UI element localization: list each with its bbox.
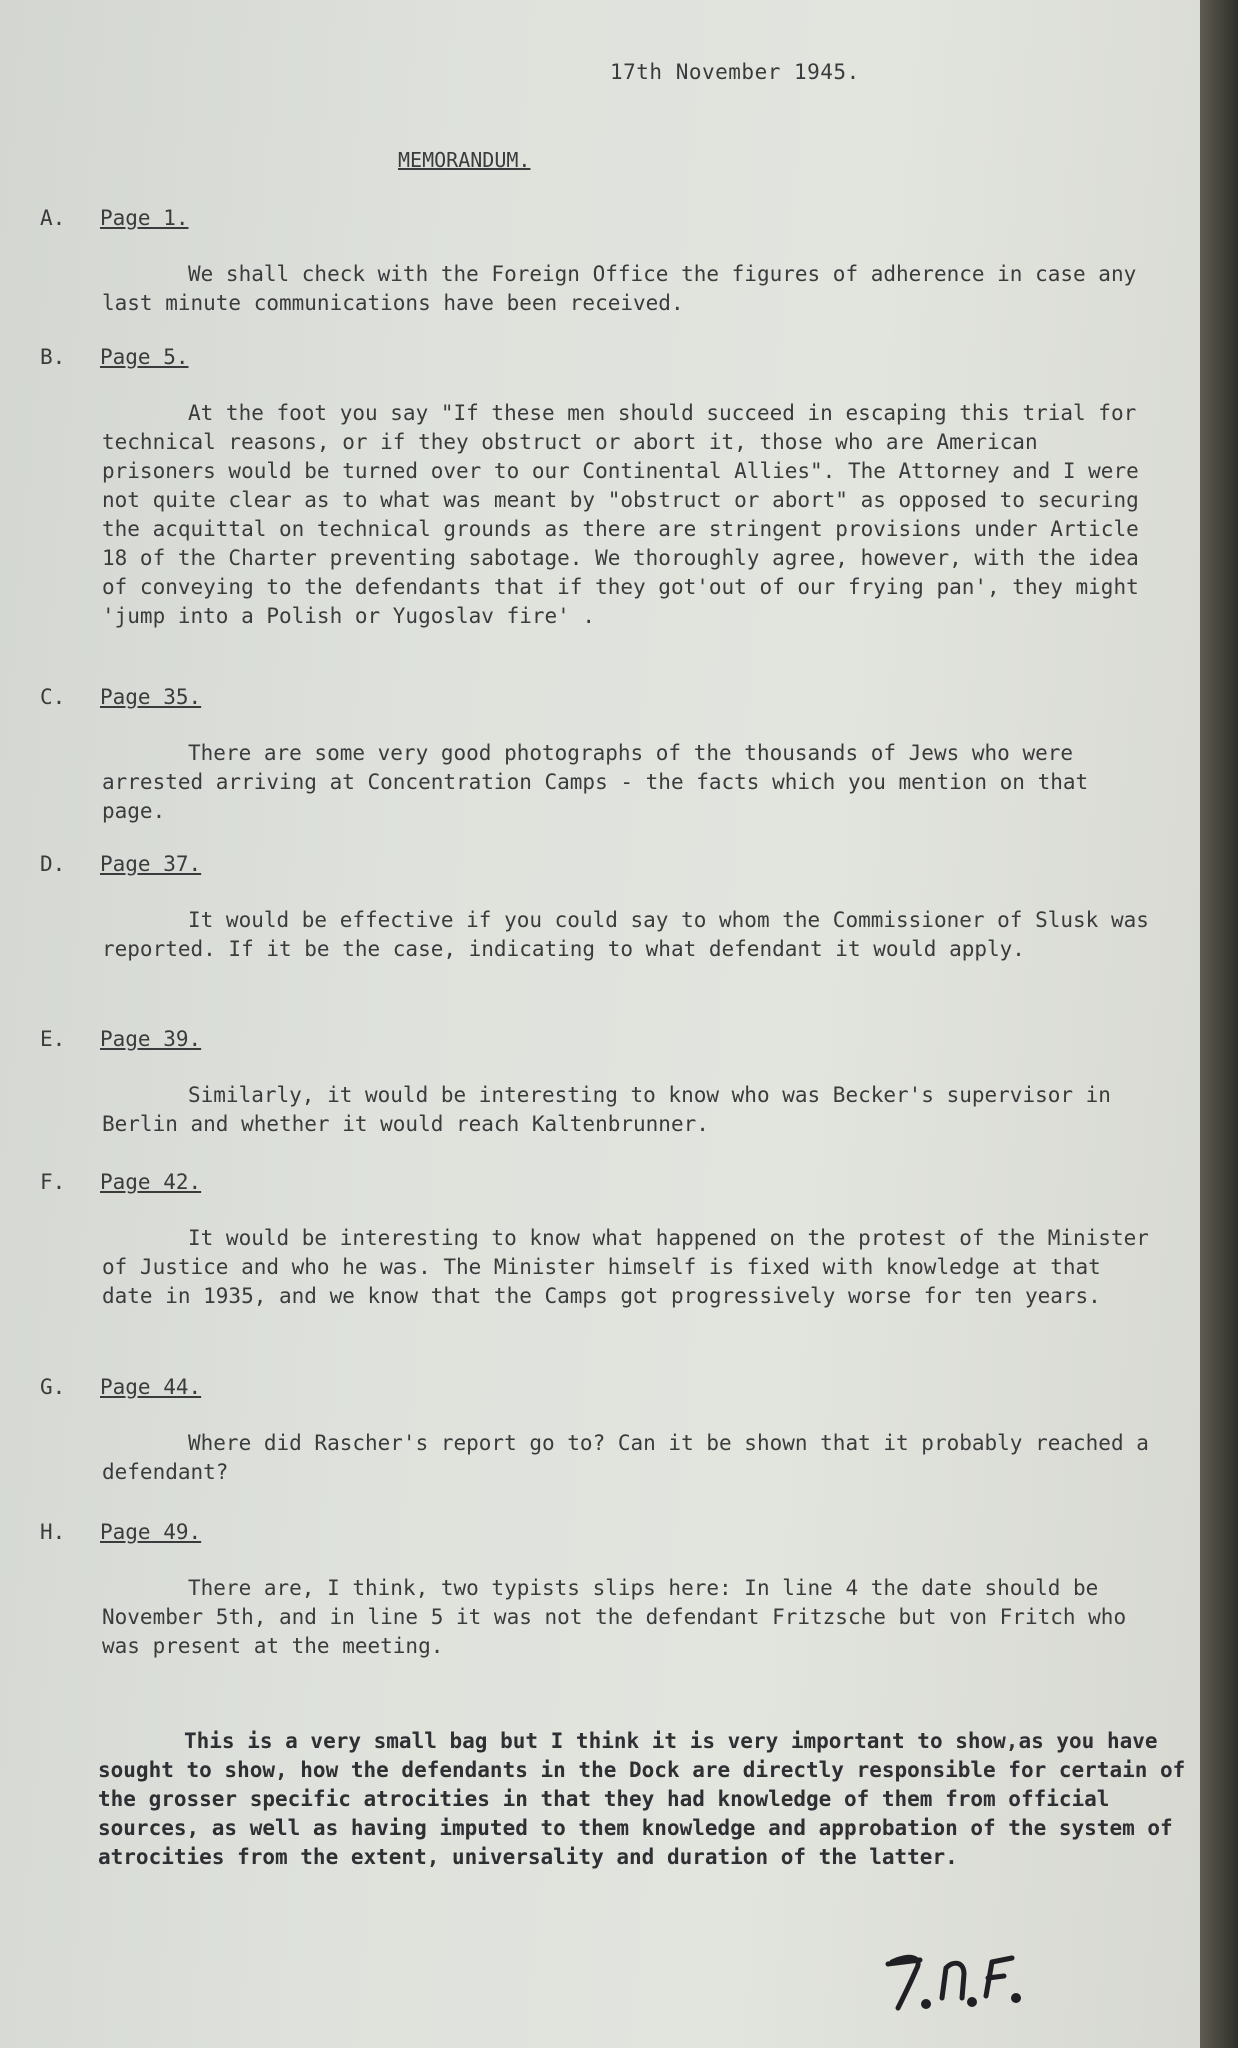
- section-heading: [40, 1520, 1170, 1544]
- section-letter: F.: [40, 1170, 66, 1194]
- section-text: At the foot you say "If these men should succeed in escaping this trial for technical reasons, or if they obstruct or abort it, those who are American prisoners would be turned over to our Continental Allies". The Attorney and I were not quite clear as to what was meant by "obstruct or abort" as opposed to securing the acquittal on technical grounds as there are stringent provisions under Article 18 of the Charter preventing sabotage. We thoroughly agree, however, with the idea of conveying to the defendants that if they got'out of our frying pan', they might 'jump into a Polish or Yugoslav fire' .: [102, 401, 1139, 628]
- section-letter: G.: [40, 1375, 66, 1399]
- section-page-ref: Page 1.: [100, 206, 189, 230]
- section-page-ref: Page 37.: [100, 852, 202, 876]
- memo-section-d: [40, 852, 1170, 964]
- section-heading: [40, 206, 1170, 230]
- section-letter: D.: [40, 852, 66, 876]
- memo-section-b: [40, 345, 1170, 631]
- section-heading: [40, 1375, 1170, 1399]
- section-heading: [40, 345, 1170, 369]
- memo-section-f: [40, 1170, 1170, 1311]
- section-text: Similarly, it would be interesting to know who was Becker's supervisor in Berlin and whether it would reach Kaltenbrunner.: [102, 1083, 1111, 1136]
- section-letter: H.: [40, 1520, 66, 1544]
- section-letter: A.: [40, 206, 66, 230]
- section-letter: C.: [40, 685, 66, 709]
- section-page-ref: Page 35.: [100, 685, 202, 709]
- memo-section-h: [40, 1520, 1170, 1661]
- handwritten-initials-signature: [880, 1940, 1040, 2020]
- section-page-ref: Page 49.: [100, 1520, 202, 1544]
- memo-title: MEMORANDUM.: [398, 148, 531, 172]
- section-heading: [40, 1027, 1170, 1051]
- section-heading: [40, 852, 1170, 876]
- section-heading: [40, 1170, 1170, 1194]
- section-letter: E.: [40, 1027, 66, 1051]
- section-text: There are some very good photographs of the thousands of Jews who were arrested arriving at Concentration Camps - the facts which you mention on that page.: [102, 741, 1089, 823]
- section-text: It would be effective if you could say to whom the Commissioner of Slusk was reported. If it be the case, indicating to what defendant it would apply.: [102, 908, 1149, 961]
- memo-date: 17th November 1945.: [610, 60, 860, 84]
- memo-section-c: [40, 685, 1170, 826]
- scan-edge-background: [1200, 0, 1238, 2048]
- memo-section-a: [40, 206, 1170, 318]
- memo-section-g: [40, 1375, 1170, 1487]
- section-text: Where did Rascher's report go to? Can it be shown that it probably reached a defendant?: [102, 1431, 1149, 1484]
- memo-section-e: [40, 1027, 1170, 1139]
- memo-closing-paragraph: This is a very small bag but I think it is very important to show,as you have sought to show, how the defendants in the Dock are directly responsible for certain of the grosser specific atrocities in that they had knowledge of them from official sources, as well as having imputed to them knowledge and approbation of the system of atrocities from the extent, universality and duration of the latter.: [98, 1729, 1186, 1869]
- section-heading: [40, 685, 1170, 709]
- section-letter: B.: [40, 345, 66, 369]
- section-page-ref: Page 42.: [100, 1170, 202, 1194]
- section-text: There are, I think, two typists slips here: In line 4 the date should be November 5th, and in line 5 it was not the defendant Fritzsche but von Fritch who was present at the meeting.: [102, 1576, 1127, 1658]
- section-page-ref: Page 39.: [100, 1027, 202, 1051]
- section-page-ref: Page 44.: [100, 1375, 202, 1399]
- section-page-ref: Page 5.: [100, 345, 189, 369]
- section-text: It would be interesting to know what happened on the protest of the Minister of Justice and who he was. The Minister himself is fixed with knowledge at that date in 1935, and we know that the Camps got progressively worse for ten years.: [102, 1226, 1149, 1308]
- section-text: We shall check with the Foreign Office the figures of adherence in case any last minute communications have been received.: [102, 262, 1137, 315]
